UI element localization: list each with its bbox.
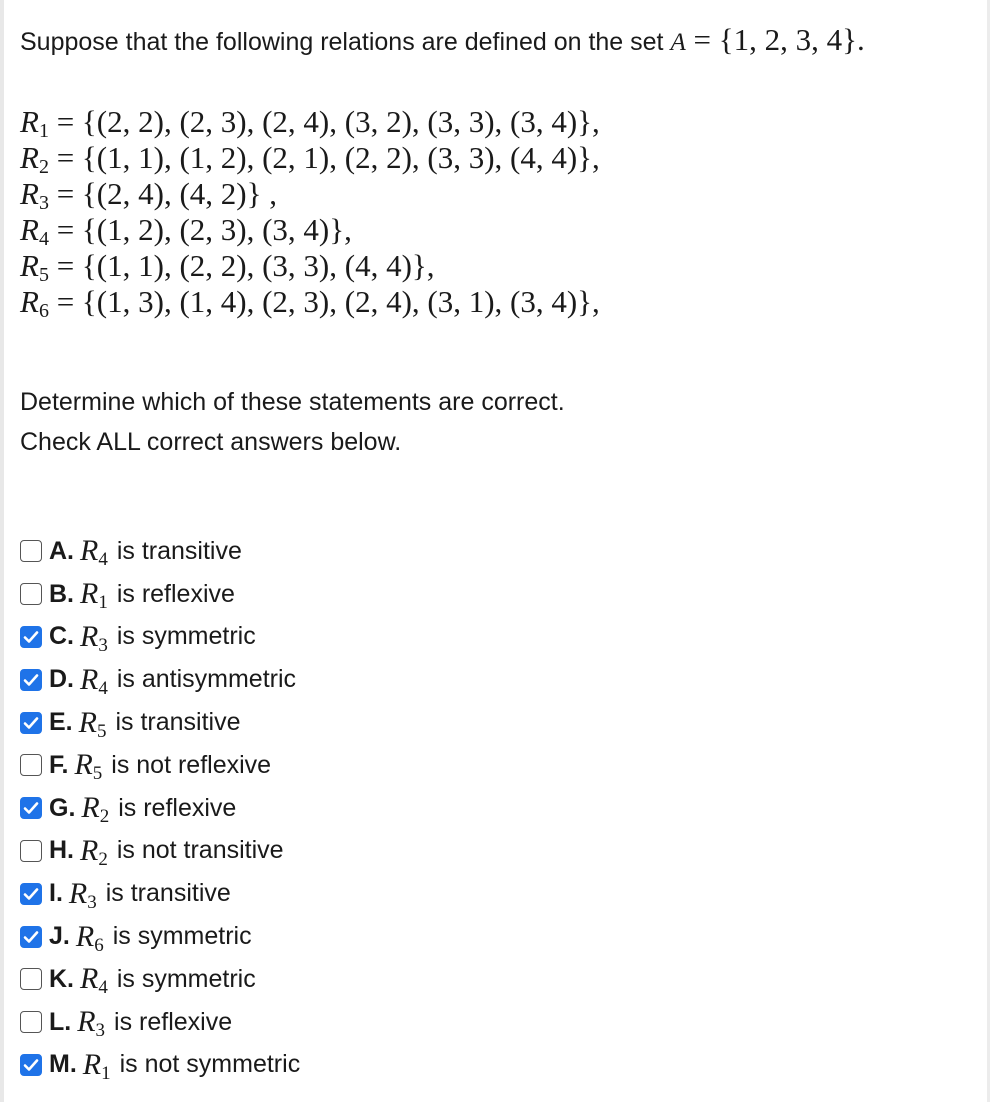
option-relation: $R_4$ (80, 534, 108, 571)
checkbox-unchecked[interactable] (20, 1011, 42, 1033)
option-letter: B. (49, 579, 74, 608)
set-name: A (670, 29, 686, 56)
checkbox-checked[interactable] (20, 797, 42, 819)
option-text: is antisymmetric (116, 665, 297, 694)
checkbox-checked[interactable] (20, 883, 42, 905)
checkbox-checked[interactable] (20, 669, 42, 691)
option-relation: $R_4$ (80, 662, 108, 699)
option-letter: K. (49, 964, 74, 993)
intro-text: Suppose that the following relations are defined on the set (20, 28, 664, 56)
relation-definitions (20, 104, 600, 320)
check-icon (23, 1058, 39, 1072)
prompt-check-all: Check ALL correct answers below. (20, 428, 402, 456)
check-icon (23, 673, 39, 687)
option-e[interactable] (20, 701, 300, 744)
check-icon (23, 801, 39, 815)
check-icon (23, 716, 39, 730)
checkbox-unchecked[interactable] (20, 754, 42, 776)
option-relation: $R_1$ (80, 577, 108, 614)
option-relation: $R_4$ (80, 962, 108, 999)
answer-options (20, 530, 300, 1086)
left-border (0, 0, 4, 1102)
option-m[interactable] (20, 1044, 300, 1087)
option-letter: D. (49, 665, 74, 694)
option-g[interactable] (20, 787, 300, 830)
checkbox-unchecked[interactable] (20, 840, 42, 862)
question-intro: Suppose that the following relations are defined on the set A = {1, 2, 3, 4}. (20, 22, 865, 57)
option-letter: A. (49, 536, 74, 565)
checkbox-checked[interactable] (20, 626, 42, 648)
option-relation: $R_3$ (77, 1005, 106, 1042)
option-i[interactable] (20, 872, 300, 915)
option-text: is symmetric (116, 964, 256, 993)
option-j[interactable] (20, 915, 300, 958)
option-text: is transitive (116, 536, 242, 565)
option-letter: E. (49, 708, 73, 737)
option-h[interactable] (20, 830, 300, 873)
option-relation: $R_2$ (81, 791, 110, 828)
relation-r5: $R_5 = \{(1$, 1), (2, 2), (3, 3), (4, 4)}, (20, 248, 435, 286)
option-letter: J. (49, 922, 70, 951)
relation-r2: $R_2 = \{(1$, 1), (1, 2), (2, 1), (2, 2), (3, 3), (4, 4)}, (20, 140, 600, 178)
checkbox-checked[interactable] (20, 926, 42, 948)
option-text: is not symmetric (119, 1050, 301, 1079)
option-c[interactable] (20, 616, 300, 659)
option-letter: G. (49, 793, 76, 822)
relation-r6: $R_6 = \{(1$, 3), (1, 4), (2, 3), (2, 4), (3, 1), (3, 4)}, (20, 284, 600, 322)
relation-r4: $R_4 = \{(1$, 2), (2, 3), (3, 4)}, (20, 212, 352, 250)
relation-r1: $R_1 = \{(2$, 2), (2, 3), (2, 4), (3, 2), (3, 3), (3, 4)}, (20, 104, 600, 142)
option-b[interactable] (20, 573, 300, 616)
option-relation: $R_1$ (82, 1047, 111, 1084)
option-k[interactable] (20, 958, 300, 1001)
check-icon (23, 887, 39, 901)
option-a[interactable] (20, 530, 300, 573)
option-text: is reflexive (118, 793, 237, 822)
option-text: is transitive (105, 879, 231, 908)
checkbox-checked[interactable] (20, 1054, 42, 1076)
option-letter: C. (49, 622, 74, 651)
option-relation: $R_3$ (80, 619, 108, 656)
option-relation: $R_5$ (74, 748, 103, 785)
option-letter: F. (49, 750, 69, 779)
option-text: is reflexive (114, 1007, 233, 1036)
checkbox-checked[interactable] (20, 712, 42, 734)
option-text: is symmetric (112, 922, 252, 951)
option-relation: $R_3$ (68, 876, 97, 913)
option-relation: $R_5$ (78, 705, 107, 742)
checkbox-unchecked[interactable] (20, 583, 42, 605)
option-relation: $R_2$ (80, 833, 108, 870)
checkbox-unchecked[interactable] (20, 968, 42, 990)
option-text: is symmetric (116, 622, 256, 651)
prompt-instruction: Determine which of these statements are correct. (20, 388, 565, 416)
set-value: {1, 2, 3, 4}. (718, 22, 865, 57)
relation-r3: $R_3 = \{(2$, 4), (4, 2)} , (20, 176, 277, 214)
check-icon (23, 630, 39, 644)
option-text: is transitive (115, 708, 241, 737)
option-l[interactable] (20, 1001, 300, 1044)
option-d[interactable] (20, 658, 300, 701)
option-relation: $R_6$ (75, 919, 104, 956)
option-letter: L. (49, 1007, 72, 1036)
check-icon (23, 930, 39, 944)
option-f[interactable] (20, 744, 300, 787)
option-letter: M. (49, 1050, 77, 1079)
option-text: is not reflexive (111, 750, 272, 779)
option-letter: H. (49, 836, 74, 865)
option-letter: I. (49, 879, 63, 908)
option-text: is reflexive (116, 579, 235, 608)
checkbox-unchecked[interactable] (20, 540, 42, 562)
option-text: is not transitive (116, 836, 284, 865)
